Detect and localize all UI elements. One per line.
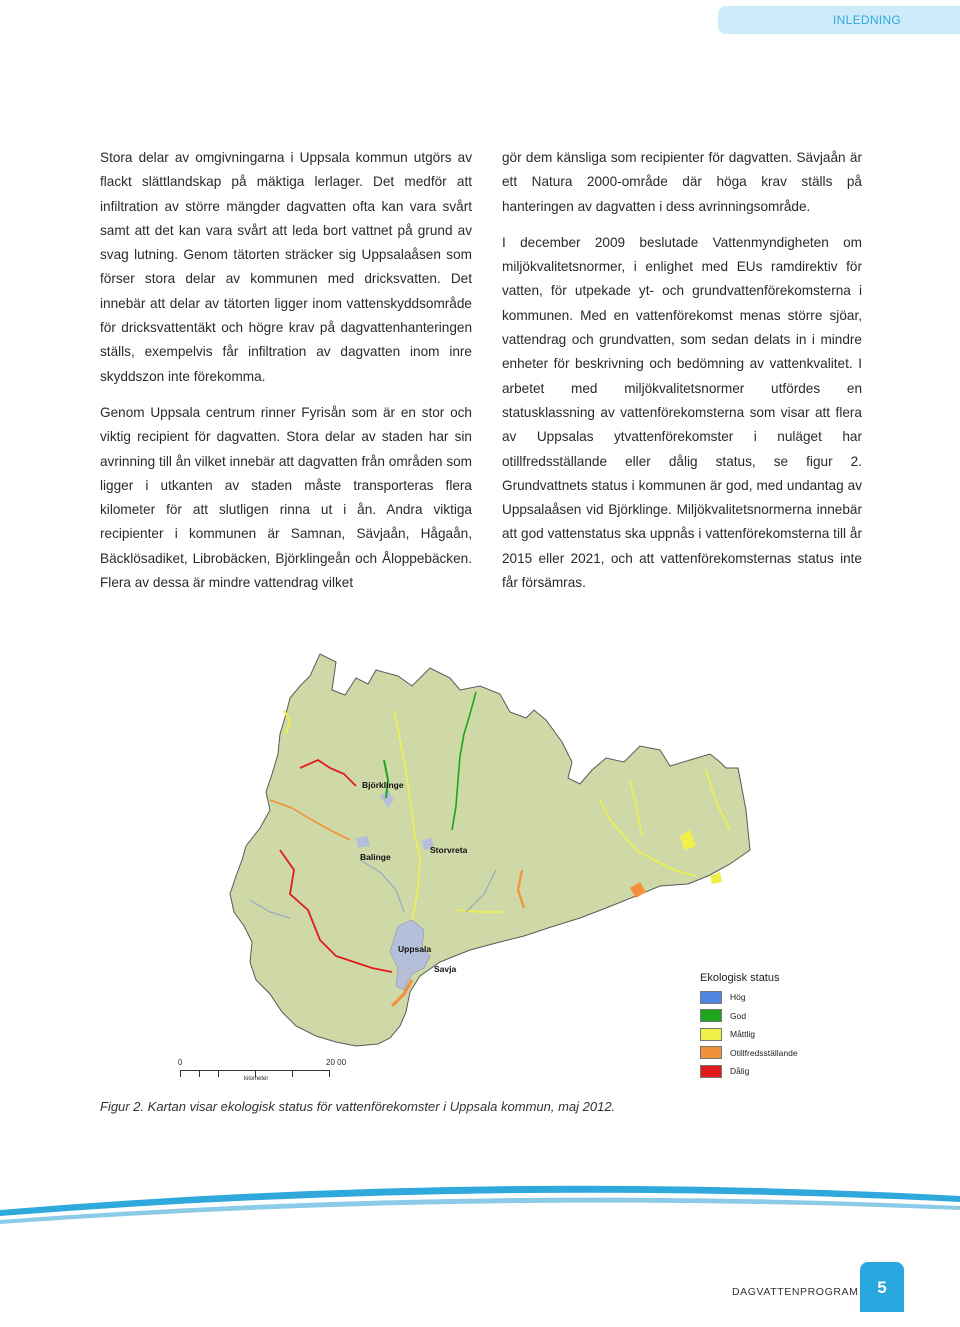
legend-label: Måttlig	[730, 1029, 756, 1040]
legend-item	[700, 1062, 810, 1081]
legend-item	[700, 988, 810, 1007]
paragraph: Stora delar av omgivningarna i Uppsala kommun utgörs av flackt slättlandskap på mäktiga lerlager. Det medför att infiltration av större mängder dagvatten ofta kan vara svårt samt att det kan vara svårt att leda bort vattnet på grund av svag lutning. Genom tätorten sträcker sig Uppsalaåsen som förser stora delar av kommunen med dricksvatten. Det innebär att delar av tätorten ligger inom vattenskyddsområde för dricksvattentäkt och högre krav på dagvattenhanteringen ställs, exempelvis får infiltration av dagvatten inom inre skyddszon inte förekomma.	[100, 150, 472, 384]
scale-tick	[199, 1070, 200, 1077]
place-label-storvreta: Storvreta	[430, 845, 468, 855]
map-legend	[700, 972, 810, 1081]
urban-patch	[356, 836, 370, 848]
legend-label: Dålig	[730, 1066, 750, 1077]
municipality-area	[230, 654, 750, 1046]
scale-tick	[292, 1070, 293, 1077]
legend-swatch	[700, 1028, 722, 1041]
place-label-bjorklinge: Björklinge	[362, 780, 404, 790]
paragraph: gör dem känsliga som recipienter för dagvatten. Sävjaån är ett Natura 2000-område där höga krav ställs på hanteringen av dagvatten i dess avrinningsområde.	[502, 150, 862, 214]
paragraph: I december 2009 beslutade Vattenmyndigheten om miljökvalitetsnormer, i enlighet med EUs ramdirektiv för vatten, för utpekade yt- och grundvattenförekomsterna i kommunen. Med en vattenförekomst menas större sjöar, vattendrag och grundvatten, som sedan delats in i mindre enheter för beskrivning och bedömning av vattenkvalitet. I arbetet med miljökvalitetsnormer utfördes en statusklassning av vattenförekomsterna som visar att flera av Uppsalas ytvattenförekomster i nuläget har otillfredsställande eller dålig status, se figur 2. Grundvattnets status i kommunen är god, med undantag av Uppsalaåsen vid Björklinge. Miljökvalitetsnormerna innebär att god vattenstatus ska uppnås i vattenförekomsterna till år 2015 eller 2021, och att vattenförekomsternas status inte får försämras.	[502, 234, 862, 591]
legend-swatch	[700, 1065, 722, 1078]
place-label-savja: Savja	[434, 964, 457, 974]
scale-tick	[180, 1070, 181, 1077]
legend-label: Otillfredsställande	[730, 1047, 798, 1058]
scale-bar	[180, 1060, 350, 1090]
section-tab	[718, 6, 960, 34]
scale-unit: kilometer	[244, 1076, 269, 1082]
place-label-balinge: Balinge	[360, 852, 391, 862]
legend-label: God	[730, 1010, 747, 1021]
legend-item	[700, 1044, 810, 1063]
scale-start: 0	[178, 1058, 183, 1067]
legend-item	[700, 1025, 810, 1044]
scale-tick	[218, 1070, 219, 1077]
legend-swatch	[700, 1009, 722, 1022]
legend-title: Ekologisk status	[700, 972, 780, 984]
scale-end: 20 00	[326, 1058, 347, 1067]
footer-title: DAGVATTENPROGRAM	[732, 1286, 859, 1298]
scale-tick	[329, 1070, 330, 1077]
legend-swatch	[700, 1046, 722, 1059]
legend-item	[700, 1007, 810, 1026]
right-column	[502, 146, 862, 607]
paragraph: Genom Uppsala centrum rinner Fyrisån som är en stor och viktig recipient för dagvatten. Stora delar av staden har sin avrinning till ån vilket innebär att dagvatten från områden som ligger i utkanten av staden måste transporteras flera kilometer för att slutligen rinna ut i ån. Andra viktiga recipienter i kommunen är Samnan, Sävjaån, Hågaån, Bäcklösadiket, Librobäcken, Björklingeån och Åloppebäcken. Flera av dessa är mindre vattendrag vilket	[100, 404, 472, 591]
legend-swatch	[700, 991, 722, 1004]
footer-wave	[0, 1150, 960, 1240]
section-title: INLEDNING	[833, 13, 902, 27]
legend-label: Hög	[730, 992, 746, 1003]
place-label-uppsala: Uppsala	[398, 944, 432, 954]
figure-caption: Figur 2. Kartan visar ekologisk status för vattenförekomster i Uppsala kommun, maj 2012.	[100, 1099, 616, 1114]
left-column	[100, 146, 472, 607]
page-number: 5	[860, 1262, 904, 1312]
